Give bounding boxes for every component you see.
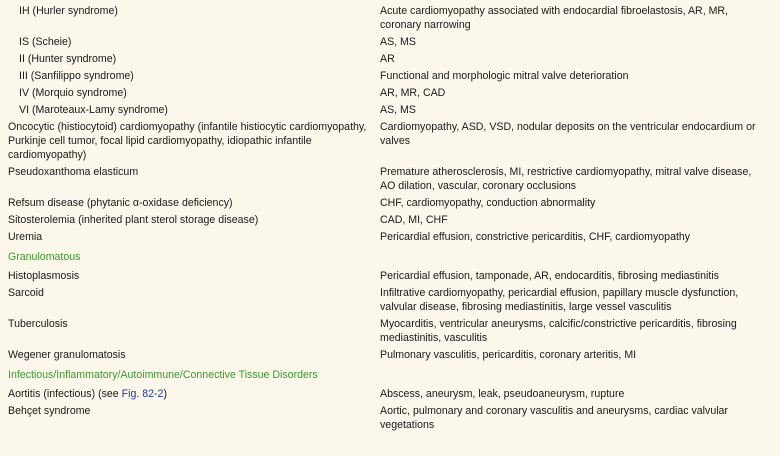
condition-cell: Uremia <box>8 231 43 243</box>
condition-cell: Sitosterolemia (inherited plant sterol storage disease) <box>8 214 259 226</box>
table-row <box>0 34 780 51</box>
condition-cell: Histoplasmosis <box>8 270 80 282</box>
findings-cell: Pulmonary vasculitis, pericarditis, coronary arteritis, MI <box>380 349 637 361</box>
table-row <box>0 285 780 316</box>
condition-cell: III (Sanfilippo syndrome) <box>19 70 134 82</box>
findings-cell: Abscess, aneurysm, leak, pseudoaneurysm, rupture <box>380 388 625 400</box>
table-row <box>0 229 780 246</box>
condition-cell: IS (Scheie) <box>19 36 72 48</box>
condition-cell: IV (Morquio syndrome) <box>19 87 127 99</box>
condition-cell: II (Hunter syndrome) <box>19 53 117 65</box>
findings-cell: Myocarditis, ventricular aneurysms, calcific/constrictive pericarditis, fibrosing mediastinitis, vasculitis <box>380 318 737 344</box>
condition-cell: Behçet syndrome <box>8 405 91 417</box>
table-row <box>0 195 780 212</box>
findings-cell: CHF, cardiomyopathy, conduction abnormality <box>380 197 596 209</box>
table-row <box>0 316 780 347</box>
section-heading: Granulomatous <box>8 251 81 263</box>
condition-cell: Wegener granulomatosis <box>8 349 126 361</box>
table-row <box>0 51 780 68</box>
table-row <box>0 268 780 285</box>
section-heading: Infectious/Inflammatory/Autoimmune/Connective Tissue Disorders <box>8 369 318 381</box>
condition-cell: IH (Hurler syndrome) <box>19 5 118 17</box>
findings-cell: CAD, MI, CHF <box>380 214 448 226</box>
table-row <box>0 85 780 102</box>
table-row <box>0 68 780 85</box>
table-row <box>0 403 780 434</box>
condition-cell: VI (Maroteaux-Lamy syndrome) <box>19 104 168 116</box>
table-row <box>0 347 780 364</box>
findings-cell: Pericardial effusion, constrictive pericarditis, CHF, cardiomyopathy <box>380 231 691 243</box>
table-row <box>0 164 780 195</box>
findings-cell: Premature atherosclerosis, MI, restrictive cardiomyopathy, mitral valve disease, AO dilation, vascular, coronary occlusions <box>380 166 752 192</box>
table-row <box>0 386 780 403</box>
condition-cell: Pseudoxanthoma elasticum <box>8 166 139 178</box>
findings-cell: Acute cardiomyopathy associated with endocardial fibroelastosis, AR, MR, coronary narrowing <box>380 5 728 31</box>
condition-text-end: ) <box>163 388 167 400</box>
findings-cell: Functional and morphologic mitral valve deterioration <box>380 70 629 82</box>
table-row <box>0 212 780 229</box>
findings-cell: AS, MS <box>380 104 416 116</box>
findings-cell: Aortic, pulmonary and coronary vasculitis and aneurysms, cardiac valvular vegetations <box>380 405 728 431</box>
condition-text: Aortitis (infectious) (see <box>8 388 122 400</box>
condition-cell: Tuberculosis <box>8 318 68 330</box>
findings-cell: Pericardial effusion, tamponade, AR, endocarditis, fibrosing mediastinitis <box>380 270 719 282</box>
condition-cell: Refsum disease (phytanic α-oxidase deficiency) <box>8 197 233 209</box>
findings-cell: AR, MR, CAD <box>380 87 446 99</box>
table-row <box>0 3 780 34</box>
findings-cell: AR <box>380 53 395 65</box>
findings-cell: AS, MS <box>380 36 416 48</box>
table-row <box>0 119 780 164</box>
condition-cell: Oncocytic (histiocytoid) cardiomyopathy (infantile histiocytic cardiomyopathy, Purkinje cell tumor, focal lipid cardiomyopathy, idiopathic infantile cardiomyopathy) <box>8 121 367 161</box>
findings-cell: Infiltrative cardiomyopathy, pericardial effusion, papillary muscle dysfunction, valvular disease, fibrosing mediastinitis, large vessel vasculitis <box>380 287 739 313</box>
condition-cell: Sarcoid <box>8 287 44 299</box>
findings-cell: Cardiomyopathy, ASD, VSD, nodular deposits on the ventricular endocardium or valves <box>380 121 756 147</box>
table-row <box>0 102 780 119</box>
figure-reference-link[interactable]: Fig. 82-2 <box>121 388 164 400</box>
condition-cell <box>0 387 371 401</box>
